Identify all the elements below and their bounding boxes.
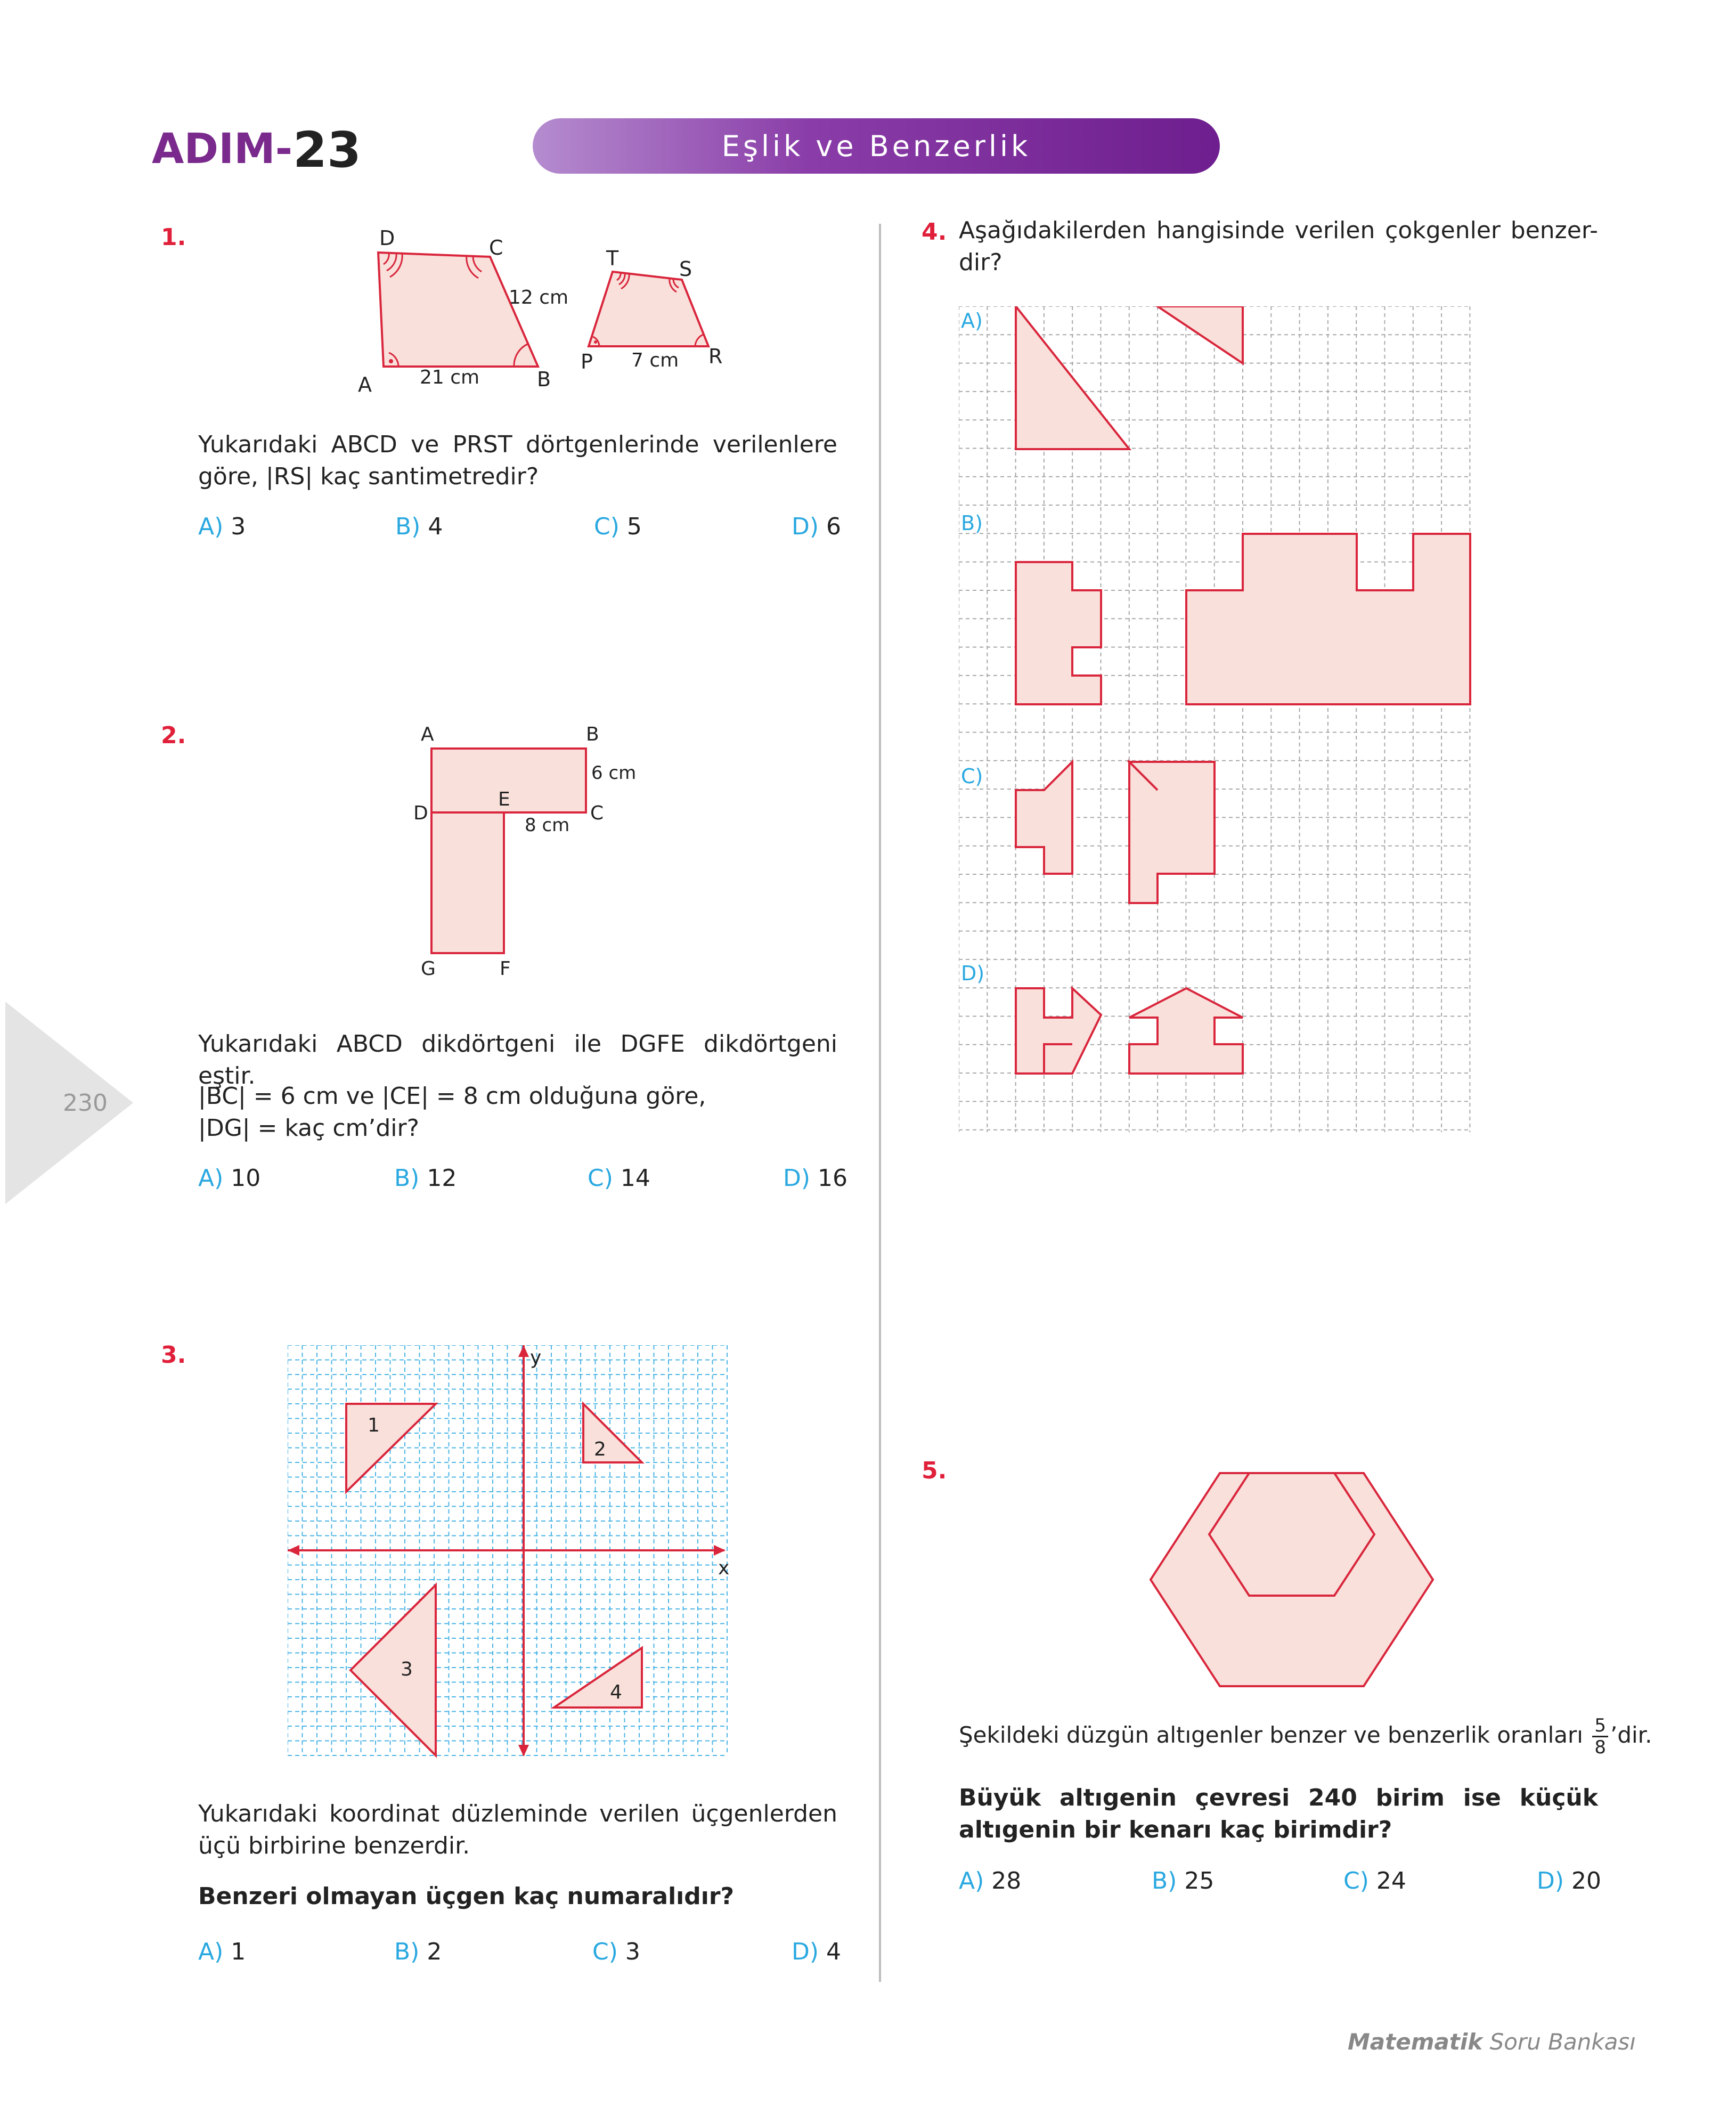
q5-text: Şekildeki düzgün altıgenler benzer ve benzerlik oranları $\frac{5}{8}$ ’dir. — [959, 1715, 1652, 1758]
svg-text:D: D — [413, 802, 428, 824]
rect-dgfe — [431, 812, 504, 953]
q1-option-a[interactable]: A) 3 — [198, 513, 246, 540]
svg-text:D): D) — [961, 962, 985, 985]
q1-number: 1. — [161, 224, 186, 251]
triangle-4 — [554, 1648, 642, 1708]
svg-text:B: B — [586, 725, 599, 745]
label-a: A — [358, 373, 372, 396]
svg-text:4: 4 — [610, 1681, 622, 1703]
svg-text:6 cm: 6 cm — [591, 762, 637, 784]
q1-option-b[interactable]: B) 4 — [395, 513, 443, 540]
svg-text:1: 1 — [368, 1414, 380, 1436]
adim-number: 23 — [293, 121, 362, 178]
label-d: D — [379, 226, 395, 250]
q2-option-b[interactable]: B) 12 — [394, 1165, 457, 1192]
q2-text2a: |BC| = 6 cm ve |CE| = 8 cm olduğuna göre, — [198, 1083, 706, 1110]
q1-figure — [330, 218, 767, 405]
svg-text:E: E — [498, 788, 510, 810]
q5-fraction: $\frac{5}{8}$ — [1592, 1715, 1608, 1758]
label-pr: 7 cm — [631, 349, 679, 371]
q5-option-d[interactable]: D) 20 — [1537, 1867, 1602, 1895]
q5-option-b[interactable]: B) 25 — [1152, 1867, 1215, 1895]
q5-figure — [1145, 1470, 1444, 1694]
svg-text:A: A — [421, 725, 434, 745]
prst-quadrilateral — [589, 272, 708, 346]
q2-text1: Yukarıdaki ABCD dikdörtgeni ile DGFE dikdörtgeni eştir. — [198, 1030, 837, 1089]
q2-figure — [405, 725, 650, 986]
q4-grid-figure — [959, 306, 1476, 1137]
q3-option-c[interactable]: C) 3 — [592, 1938, 640, 1965]
label-b: B — [537, 368, 551, 391]
q2-option-a[interactable]: A) 10 — [198, 1165, 261, 1192]
choice-d-shape-2 — [1129, 988, 1243, 1074]
svg-text:C): C) — [961, 765, 983, 788]
adim-label: ADIM- — [152, 125, 293, 173]
choice-b-shape-1 — [1016, 562, 1101, 704]
svg-text:C: C — [590, 802, 604, 824]
q3-option-a[interactable]: A) 1 — [198, 1938, 246, 1965]
svg-text:3: 3 — [401, 1658, 413, 1680]
label-r: R — [708, 345, 723, 368]
section-banner — [533, 118, 1220, 174]
svg-text:G: G — [421, 958, 436, 980]
q5-option-a[interactable]: A) 28 — [959, 1867, 1022, 1895]
q3-number: 3. — [161, 1341, 186, 1369]
column-divider — [879, 224, 881, 1982]
q5-number: 5. — [922, 1457, 947, 1484]
q2-text2b: |DG| = kaç cm’dir? — [198, 1115, 419, 1142]
label-p: P — [581, 350, 593, 373]
choice-b-shape-2 — [1186, 534, 1470, 704]
footer-brand: Matematik Soru Bankası — [1348, 2029, 1636, 2055]
label-s: S — [679, 257, 692, 281]
svg-text:y: y — [530, 1347, 542, 1369]
q2-option-d[interactable]: D) 16 — [783, 1165, 848, 1192]
page-number: 230 — [63, 1089, 108, 1117]
svg-text:2: 2 — [594, 1438, 606, 1460]
q1-option-c[interactable]: C) 5 — [594, 513, 642, 540]
choice-c-shape-2 — [1129, 762, 1215, 903]
q4-number: 4. — [922, 218, 947, 246]
label-t: T — [606, 247, 619, 270]
q2-number: 2. — [161, 722, 186, 749]
banner-title: Eşlik ve Benzerlik — [721, 129, 1031, 163]
q1-option-d[interactable]: D) 6 — [792, 513, 842, 540]
q3-text: Yukarıdaki koordinat düzleminde verilen üçgenlerden üçü birbirine benzerdir. — [198, 1800, 837, 1859]
svg-text:x: x — [718, 1557, 730, 1579]
label-bc: 12 cm — [509, 287, 569, 308]
svg-text:F: F — [500, 958, 511, 980]
q1-text: Yukarıdaki ABCD ve PRST dörtgenlerinde verilenlere göre, |RS| kaç santimetredir? — [198, 431, 837, 490]
q4-text: Aşağıdakilerden hangisinde verilen çokgenler benzer-dir? — [959, 217, 1598, 276]
svg-text:B): B) — [961, 511, 983, 535]
label-c: C — [489, 236, 503, 259]
q5-option-c[interactable]: C) 24 — [1343, 1867, 1406, 1895]
svg-text:A): A) — [961, 309, 983, 332]
q2-option-c[interactable]: C) 14 — [588, 1165, 650, 1192]
svg-text:8 cm: 8 cm — [525, 815, 570, 836]
q3-option-d[interactable]: D) 4 — [792, 1938, 842, 1965]
q3-coordinate-plane — [288, 1345, 735, 1761]
q3-option-b[interactable]: B) 2 — [394, 1938, 442, 1965]
triangle-3 — [351, 1585, 436, 1755]
choice-d-shape-1 — [1016, 988, 1101, 1074]
q3-question: Benzeri olmayan üçgen kaç numaralıdır? — [198, 1883, 735, 1910]
abcd-quadrilateral — [378, 253, 538, 367]
q5-question: Büyük altıgenin çevresi 240 birim ise küçük altıgenin bir kenarı kaç birimdir? — [959, 1784, 1598, 1843]
label-ab: 21 cm — [420, 367, 480, 388]
